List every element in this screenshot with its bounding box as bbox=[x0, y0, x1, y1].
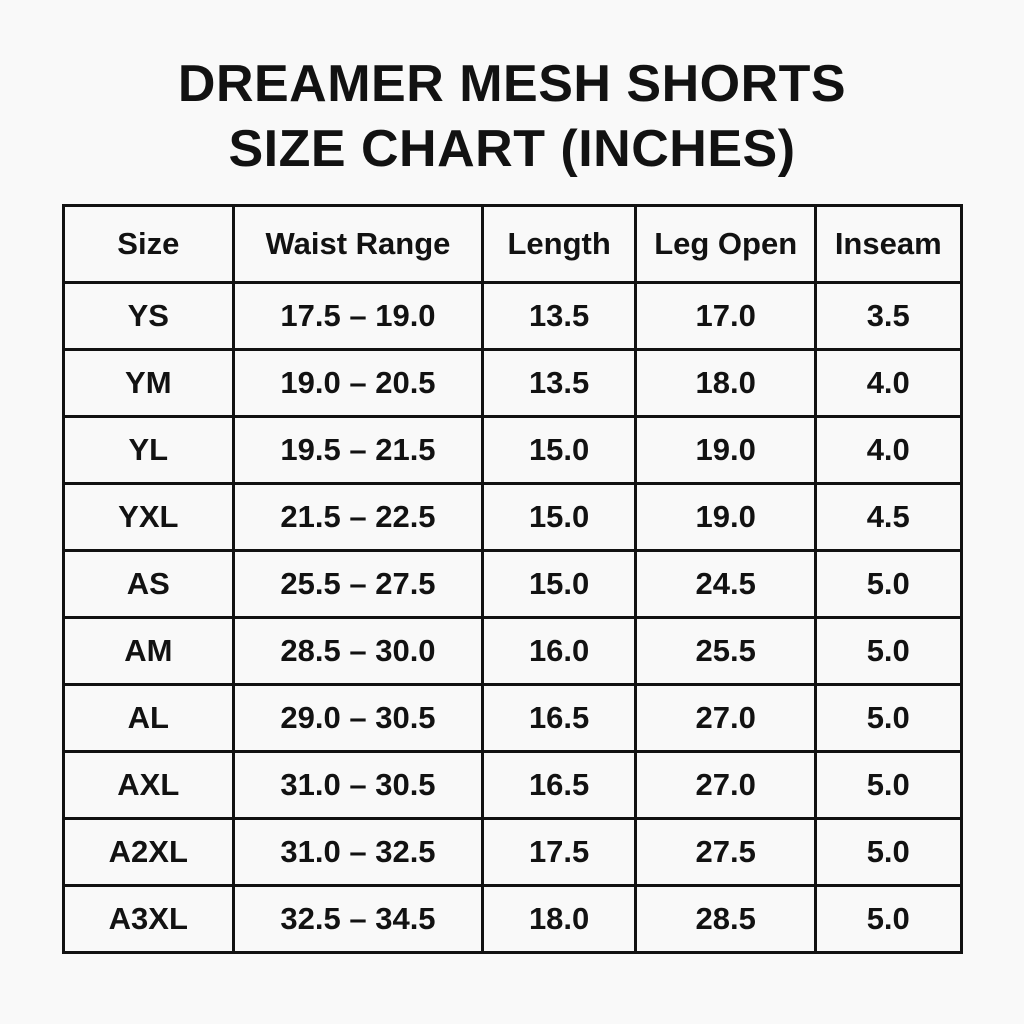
size-cell: YS bbox=[63, 283, 234, 350]
value-cell: 28.5 bbox=[636, 886, 816, 953]
size-chart-body bbox=[63, 283, 961, 953]
table-row bbox=[63, 618, 961, 685]
value-cell: 19.5 – 21.5 bbox=[234, 417, 483, 484]
value-cell: 27.0 bbox=[636, 752, 816, 819]
table-row bbox=[63, 417, 961, 484]
value-cell: 3.5 bbox=[815, 283, 961, 350]
value-cell: 17.5 bbox=[482, 819, 636, 886]
value-cell: 5.0 bbox=[815, 819, 961, 886]
value-cell: 5.0 bbox=[815, 618, 961, 685]
value-cell: 19.0 – 20.5 bbox=[234, 350, 483, 417]
value-cell: 29.0 – 30.5 bbox=[234, 685, 483, 752]
value-cell: 4.5 bbox=[815, 484, 961, 551]
value-cell: 31.0 – 32.5 bbox=[234, 819, 483, 886]
table-row bbox=[63, 350, 961, 417]
header-cell-leg-open: Leg Open bbox=[636, 206, 816, 283]
page-title bbox=[0, 52, 1024, 182]
value-cell: 18.0 bbox=[482, 886, 636, 953]
value-cell: 31.0 – 30.5 bbox=[234, 752, 483, 819]
table-row bbox=[63, 819, 961, 886]
value-cell: 24.5 bbox=[636, 551, 816, 618]
value-cell: 16.5 bbox=[482, 752, 636, 819]
value-cell: 5.0 bbox=[815, 551, 961, 618]
value-cell: 5.0 bbox=[815, 752, 961, 819]
size-cell: AXL bbox=[63, 752, 234, 819]
size-chart-header-row bbox=[63, 206, 961, 283]
table-row bbox=[63, 752, 961, 819]
size-cell: YXL bbox=[63, 484, 234, 551]
size-chart-table bbox=[62, 204, 963, 954]
value-cell: 25.5 – 27.5 bbox=[234, 551, 483, 618]
header-cell-size: Size bbox=[63, 206, 234, 283]
table-row bbox=[63, 484, 961, 551]
size-cell: YL bbox=[63, 417, 234, 484]
value-cell: 15.0 bbox=[482, 551, 636, 618]
value-cell: 17.5 – 19.0 bbox=[234, 283, 483, 350]
header-cell-length: Length bbox=[482, 206, 636, 283]
table-row bbox=[63, 886, 961, 953]
value-cell: 13.5 bbox=[482, 283, 636, 350]
size-cell: YM bbox=[63, 350, 234, 417]
table-row bbox=[63, 685, 961, 752]
table-row bbox=[63, 551, 961, 618]
value-cell: 32.5 – 34.5 bbox=[234, 886, 483, 953]
value-cell: 4.0 bbox=[815, 417, 961, 484]
size-cell: A2XL bbox=[63, 819, 234, 886]
value-cell: 28.5 – 30.0 bbox=[234, 618, 483, 685]
value-cell: 18.0 bbox=[636, 350, 816, 417]
value-cell: 13.5 bbox=[482, 350, 636, 417]
size-cell: A3XL bbox=[63, 886, 234, 953]
page-title-line1: DREAMER MESH SHORTS bbox=[177, 55, 847, 113]
size-cell: AM bbox=[63, 618, 234, 685]
size-cell: AS bbox=[63, 551, 234, 618]
header-cell-inseam: Inseam bbox=[815, 206, 961, 283]
value-cell: 19.0 bbox=[636, 484, 816, 551]
value-cell: 5.0 bbox=[815, 685, 961, 752]
value-cell: 5.0 bbox=[815, 886, 961, 953]
value-cell: 25.5 bbox=[636, 618, 816, 685]
value-cell: 16.0 bbox=[482, 618, 636, 685]
value-cell: 27.0 bbox=[636, 685, 816, 752]
value-cell: 19.0 bbox=[636, 417, 816, 484]
table-row bbox=[63, 283, 961, 350]
value-cell: 15.0 bbox=[482, 417, 636, 484]
value-cell: 27.5 bbox=[636, 819, 816, 886]
value-cell: 4.0 bbox=[815, 350, 961, 417]
value-cell: 15.0 bbox=[482, 484, 636, 551]
size-cell: AL bbox=[63, 685, 234, 752]
value-cell: 16.5 bbox=[482, 685, 636, 752]
header-cell-waist-range: Waist Range bbox=[234, 206, 483, 283]
value-cell: 21.5 – 22.5 bbox=[234, 484, 483, 551]
value-cell: 17.0 bbox=[636, 283, 816, 350]
page-title-line2: SIZE CHART (INCHES) bbox=[228, 120, 796, 178]
